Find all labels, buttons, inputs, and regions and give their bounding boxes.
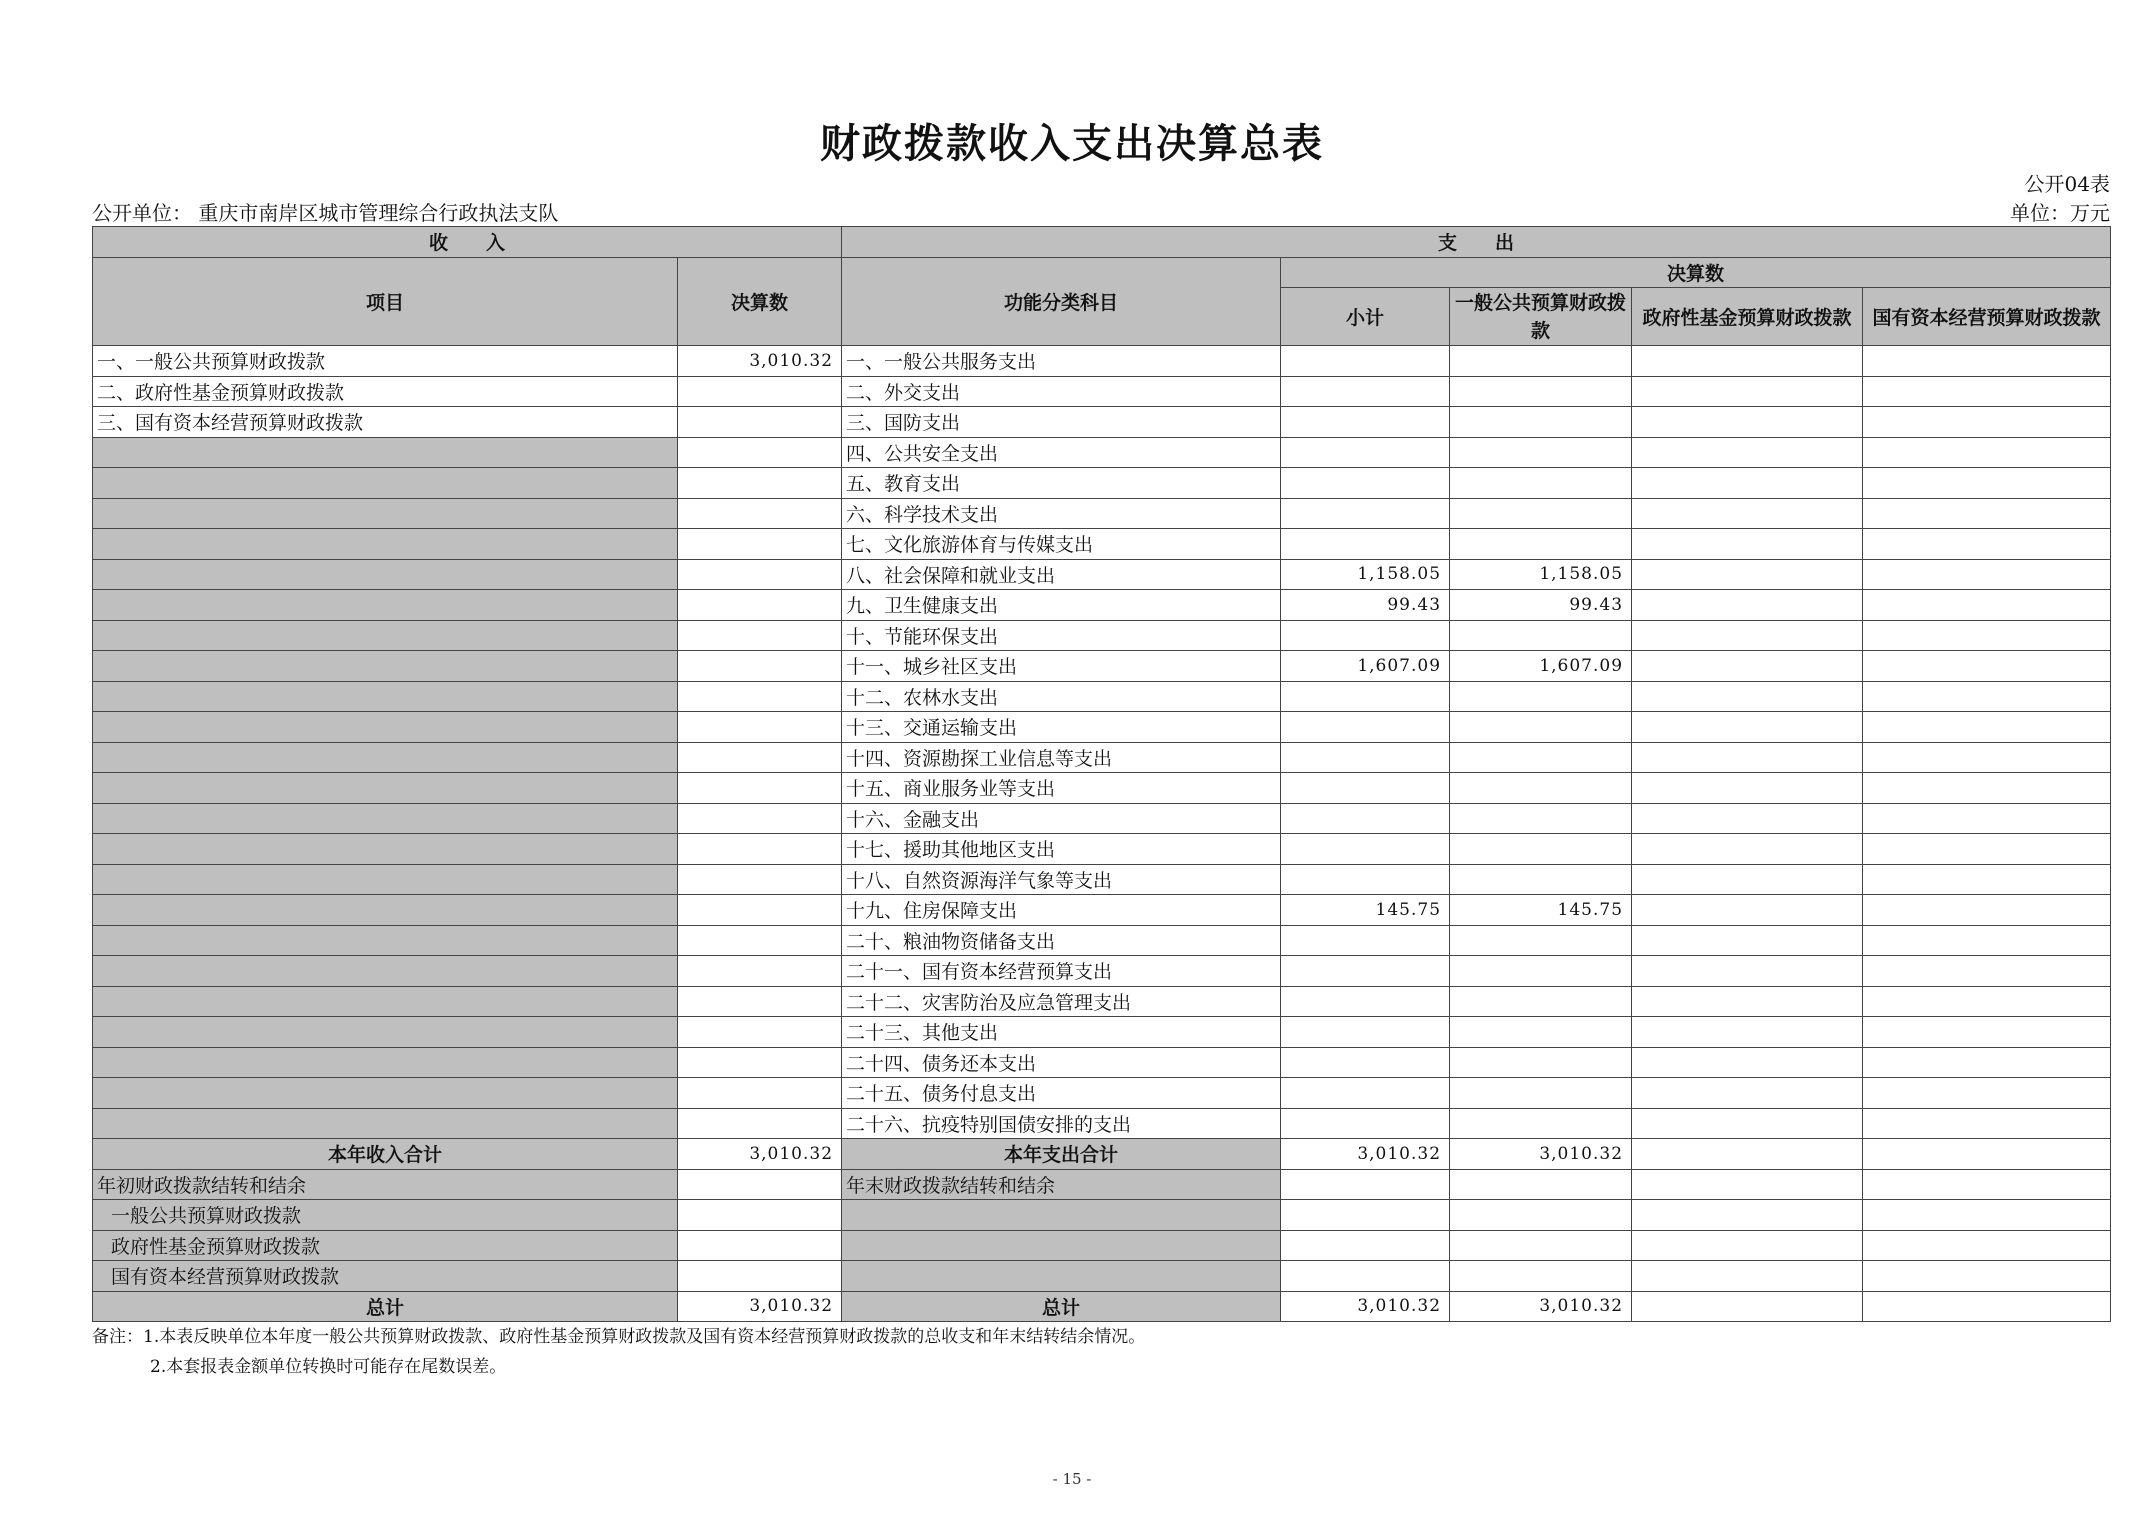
expense-state-capital	[1863, 1078, 2111, 1109]
expense-subtotal	[1281, 346, 1450, 377]
expense-state-capital	[1863, 1017, 2111, 1048]
func-header: 功能分类科目	[842, 257, 1281, 346]
expense-subtotal	[1281, 468, 1450, 499]
expense-state-capital	[1863, 437, 2111, 468]
carry-item-func	[842, 1230, 1281, 1261]
income-amount	[678, 742, 842, 773]
func-category: 十二、农林水支出	[842, 681, 1281, 712]
income-item	[93, 925, 678, 956]
expense-gov-fund	[1632, 620, 1863, 651]
income-amount	[678, 681, 842, 712]
income-item	[93, 986, 678, 1017]
subtotal-header: 小计	[1281, 288, 1450, 346]
carry-item-label: 国有资本经营预算财政拨款	[93, 1261, 678, 1292]
func-category: 二十五、债务付息支出	[842, 1078, 1281, 1109]
expense-subtotal: 99.43	[1281, 590, 1450, 621]
expense-state-capital	[1863, 986, 2111, 1017]
func-category: 九、卫生健康支出	[842, 590, 1281, 621]
notes	[92, 1322, 1145, 1382]
func-category: 十三、交通运输支出	[842, 712, 1281, 743]
expense-state-capital	[1863, 742, 2111, 773]
table-row	[93, 956, 2111, 987]
income-item	[93, 895, 678, 926]
income-item	[93, 1047, 678, 1078]
func-category: 二十四、债务还本支出	[842, 1047, 1281, 1078]
income-item	[93, 620, 678, 651]
expense-state-capital	[1863, 864, 2111, 895]
income-item	[93, 864, 678, 895]
income-amount	[678, 864, 842, 895]
expense-state-capital	[1863, 529, 2111, 560]
expense-gov-fund	[1632, 712, 1863, 743]
income-amount	[678, 803, 842, 834]
expense-state-capital	[1863, 834, 2111, 865]
expense-state-capital	[1863, 346, 2111, 377]
table-row	[93, 651, 2111, 682]
carry-item-func	[842, 1261, 1281, 1292]
carry-item-amount	[678, 1200, 842, 1231]
carry-end-gen	[1450, 1169, 1632, 1200]
page-title: 财政拨款收入支出决算总表	[820, 120, 1324, 167]
table-row	[93, 1078, 2111, 1109]
expense-subtotal	[1281, 864, 1450, 895]
income-amount	[678, 529, 842, 560]
expense-gov-fund	[1632, 529, 1863, 560]
expense-subtotal	[1281, 712, 1450, 743]
general-budget-header: 一般公共预算财政拨款	[1450, 288, 1632, 346]
income-amount	[678, 651, 842, 682]
year-expense-subtotal: 3,010.32	[1281, 1139, 1450, 1170]
carry-begin-label: 年初财政拨款结转和结余	[93, 1169, 678, 1200]
grand-expense-general: 3,010.32	[1450, 1291, 1632, 1322]
fiscal-summary-table	[92, 226, 2111, 1322]
expense-gov-fund	[1632, 590, 1863, 621]
expense-general	[1450, 468, 1632, 499]
expense-general: 1,607.09	[1450, 651, 1632, 682]
expense-subtotal	[1281, 986, 1450, 1017]
grand-expense-state-capital	[1863, 1291, 2111, 1322]
table-number: 公开04表	[2024, 172, 2110, 196]
expense-gov-fund	[1632, 1108, 1863, 1139]
expense-subtotal	[1281, 834, 1450, 865]
expense-gov-fund	[1632, 834, 1863, 865]
expense-gov-fund	[1632, 895, 1863, 926]
table-row	[93, 529, 2111, 560]
expense-gov-fund	[1632, 925, 1863, 956]
expense-gov-fund	[1632, 773, 1863, 804]
expense-general	[1450, 529, 1632, 560]
expense-state-capital	[1863, 681, 2111, 712]
expense-subtotal	[1281, 529, 1450, 560]
income-amount	[678, 376, 842, 407]
table-row	[93, 620, 2111, 651]
carry-item-amount	[678, 1261, 842, 1292]
func-category: 二十、粮油物资储备支出	[842, 925, 1281, 956]
income-item	[93, 651, 678, 682]
income-amount	[678, 437, 842, 468]
unit-info-row	[92, 197, 2110, 226]
expense-subtotal	[1281, 620, 1450, 651]
income-item	[93, 803, 678, 834]
expense-subtotal	[1281, 803, 1450, 834]
income-amount	[678, 1108, 842, 1139]
expense-state-capital	[1863, 773, 2111, 804]
expense-gov-fund	[1632, 681, 1863, 712]
c3	[1632, 1230, 1863, 1261]
expense-general	[1450, 956, 1632, 987]
expense-subtotal: 1,607.09	[1281, 651, 1450, 682]
income-amount	[678, 620, 842, 651]
item-header: 项目	[93, 257, 678, 346]
income-amount	[678, 1047, 842, 1078]
expense-state-capital	[1863, 895, 2111, 926]
table-row	[93, 376, 2111, 407]
func-category: 二十三、其他支出	[842, 1017, 1281, 1048]
table-row	[93, 437, 2111, 468]
grand-expense-label: 总计	[842, 1291, 1281, 1322]
income-amount	[678, 498, 842, 529]
income-amount	[678, 925, 842, 956]
func-category: 五、教育支出	[842, 468, 1281, 499]
func-category: 一、一般公共服务支出	[842, 346, 1281, 377]
expense-subtotal	[1281, 407, 1450, 438]
carry-end-fund	[1632, 1169, 1863, 1200]
expense-state-capital	[1863, 620, 2111, 651]
table-row	[93, 346, 2111, 377]
expense-gov-fund	[1632, 498, 1863, 529]
expense-subtotal	[1281, 1017, 1450, 1048]
income-item	[93, 956, 678, 987]
table-row	[93, 681, 2111, 712]
expense-general	[1450, 742, 1632, 773]
expense-general	[1450, 925, 1632, 956]
func-category: 十六、金融支出	[842, 803, 1281, 834]
expense-gov-fund	[1632, 437, 1863, 468]
expense-subtotal: 145.75	[1281, 895, 1450, 926]
expense-general	[1450, 986, 1632, 1017]
income-item: 三、国有资本经营预算财政拨款	[93, 407, 678, 438]
expense-general: 99.43	[1450, 590, 1632, 621]
table-body	[93, 346, 2111, 1322]
table-row	[93, 895, 2111, 926]
func-category: 三、国防支出	[842, 407, 1281, 438]
c4	[1863, 1230, 2111, 1261]
reporting-unit: 公开单位： 重庆市南岸区城市管理综合行政执法支队	[92, 201, 559, 225]
expense-general	[1450, 1047, 1632, 1078]
expense-general	[1450, 407, 1632, 438]
amount-header: 决算数	[678, 257, 842, 346]
table-row	[93, 712, 2111, 743]
expense-general: 145.75	[1450, 895, 1632, 926]
income-amount	[678, 834, 842, 865]
year-expense-state-capital	[1863, 1139, 2111, 1170]
income-item	[93, 1078, 678, 1109]
income-amount	[678, 986, 842, 1017]
note-1: 备注：1.本表反映单位本年度一般公共预算财政拨款、政府性基金预算财政拨款及国有资本经营预算财政拨款的总收支和年末结转结余情况。	[92, 1327, 1146, 1347]
income-amount	[678, 559, 842, 590]
expense-general	[1450, 376, 1632, 407]
expense-state-capital	[1863, 376, 2111, 407]
expense-subtotal	[1281, 437, 1450, 468]
income-amount	[678, 407, 842, 438]
expense-gov-fund	[1632, 986, 1863, 1017]
table-row	[93, 407, 2111, 438]
expense-subtotal	[1281, 956, 1450, 987]
expense-general	[1450, 346, 1632, 377]
expense-gov-fund	[1632, 651, 1863, 682]
page-number: - 15 -	[1052, 1470, 1092, 1488]
expense-general	[1450, 803, 1632, 834]
year-total-row	[93, 1139, 2111, 1170]
c1	[1281, 1200, 1450, 1231]
income-amount	[678, 590, 842, 621]
year-expense-gov-fund	[1632, 1139, 1863, 1170]
expense-subtotal	[1281, 498, 1450, 529]
expense-state-capital	[1863, 925, 2111, 956]
c3	[1632, 1200, 1863, 1231]
func-category: 八、社会保障和就业支出	[842, 559, 1281, 590]
carry-end-label: 年末财政拨款结转和结余	[842, 1169, 1281, 1200]
expense-general	[1450, 864, 1632, 895]
expense-subtotal: 1,158.05	[1281, 559, 1450, 590]
income-amount	[678, 956, 842, 987]
expense-gov-fund	[1632, 1017, 1863, 1048]
expense-general	[1450, 1108, 1632, 1139]
grand-total-row	[93, 1291, 2111, 1322]
table-row	[93, 590, 2111, 621]
table-row	[93, 773, 2111, 804]
func-category: 十八、自然资源海洋气象等支出	[842, 864, 1281, 895]
expense-state-capital	[1863, 803, 2111, 834]
expense-general	[1450, 1078, 1632, 1109]
income-item: 二、政府性基金预算财政拨款	[93, 376, 678, 407]
carry-item-row	[93, 1200, 2111, 1231]
income-item	[93, 742, 678, 773]
carry-item-row	[93, 1261, 2111, 1292]
c4	[1863, 1200, 2111, 1231]
expense-general	[1450, 712, 1632, 743]
expense-header: 支 出	[842, 227, 2111, 258]
expense-state-capital	[1863, 498, 2111, 529]
carry-item-label: 一般公共预算财政拨款	[93, 1200, 678, 1231]
func-category: 二十二、灾害防治及应急管理支出	[842, 986, 1281, 1017]
c2	[1450, 1261, 1632, 1292]
func-category: 二十一、国有资本经营预算支出	[842, 956, 1281, 987]
currency-unit: 单位：万元	[2010, 201, 2110, 225]
year-income-total: 3,010.32	[678, 1139, 842, 1170]
func-category: 二十六、抗疫特别国债安排的支出	[842, 1108, 1281, 1139]
income-item	[93, 1017, 678, 1048]
expense-state-capital	[1863, 651, 2111, 682]
func-category: 十一、城乡社区支出	[842, 651, 1281, 682]
expense-state-capital	[1863, 559, 2111, 590]
carry-item-label: 政府性基金预算财政拨款	[93, 1230, 678, 1261]
income-item	[93, 681, 678, 712]
carry-item-amount	[678, 1230, 842, 1261]
income-item: 一、一般公共预算财政拨款	[93, 346, 678, 377]
expense-gov-fund	[1632, 742, 1863, 773]
income-amount	[678, 1078, 842, 1109]
expense-state-capital	[1863, 1108, 2111, 1139]
income-header: 收 入	[93, 227, 842, 258]
func-category: 十、节能环保支出	[842, 620, 1281, 651]
income-amount: 3,010.32	[678, 346, 842, 377]
expense-state-capital	[1863, 468, 2111, 499]
expense-state-capital	[1863, 956, 2111, 987]
expense-subtotal	[1281, 773, 1450, 804]
grand-expense-gov-fund	[1632, 1291, 1863, 1322]
expense-general	[1450, 834, 1632, 865]
expense-state-capital	[1863, 712, 2111, 743]
func-category: 四、公共安全支出	[842, 437, 1281, 468]
income-item	[93, 773, 678, 804]
expense-gov-fund	[1632, 468, 1863, 499]
table-row	[93, 1017, 2111, 1048]
grand-expense-subtotal: 3,010.32	[1281, 1291, 1450, 1322]
expense-gov-fund	[1632, 1078, 1863, 1109]
expense-general	[1450, 498, 1632, 529]
expense-general	[1450, 681, 1632, 712]
c2	[1450, 1230, 1632, 1261]
c1	[1281, 1230, 1450, 1261]
table-row	[93, 803, 2111, 834]
table-row	[93, 498, 2111, 529]
table-row	[93, 864, 2111, 895]
func-category: 十五、商业服务业等支出	[842, 773, 1281, 804]
func-category: 七、文化旅游体育与传媒支出	[842, 529, 1281, 560]
expense-gov-fund	[1632, 803, 1863, 834]
expense-general	[1450, 773, 1632, 804]
expense-gov-fund	[1632, 864, 1863, 895]
income-item	[93, 559, 678, 590]
expense-subtotal	[1281, 742, 1450, 773]
income-amount	[678, 895, 842, 926]
income-item	[93, 834, 678, 865]
expense-subtotal	[1281, 376, 1450, 407]
expense-gov-fund	[1632, 407, 1863, 438]
table-row	[93, 1047, 2111, 1078]
carry-begin-amount	[678, 1169, 842, 1200]
func-category: 十九、住房保障支出	[842, 895, 1281, 926]
income-item	[93, 529, 678, 560]
expense-gov-fund	[1632, 1047, 1863, 1078]
table-row	[93, 986, 2111, 1017]
grand-income-total: 3,010.32	[678, 1291, 842, 1322]
gov-fund-header: 政府性基金预算财政拨款	[1632, 288, 1863, 346]
income-amount	[678, 773, 842, 804]
year-income-total-label: 本年收入合计	[93, 1139, 678, 1170]
income-item	[93, 1108, 678, 1139]
expense-state-capital	[1863, 1047, 2111, 1078]
income-item	[93, 590, 678, 621]
income-item	[93, 468, 678, 499]
expense-subtotal	[1281, 925, 1450, 956]
income-item	[93, 437, 678, 468]
note-2: 2.本套报表金额单位转换时可能存在尾数误差。	[150, 1357, 507, 1377]
expense-state-capital	[1863, 590, 2111, 621]
func-category: 二、外交支出	[842, 376, 1281, 407]
carry-row	[93, 1169, 2111, 1200]
expense-gov-fund	[1632, 956, 1863, 987]
expense-general: 1,158.05	[1450, 559, 1632, 590]
table-row	[93, 559, 2111, 590]
c1	[1281, 1261, 1450, 1292]
expense-gov-fund	[1632, 559, 1863, 590]
c4	[1863, 1261, 2111, 1292]
c3	[1632, 1261, 1863, 1292]
year-expense-total-label: 本年支出合计	[842, 1139, 1281, 1170]
income-amount	[678, 712, 842, 743]
income-item	[93, 712, 678, 743]
carry-end-sub	[1281, 1169, 1450, 1200]
expense-subtotal	[1281, 1078, 1450, 1109]
table-row	[93, 468, 2111, 499]
state-capital-header: 国有资本经营预算财政拨款	[1863, 288, 2111, 346]
income-item	[93, 498, 678, 529]
carry-item-row	[93, 1230, 2111, 1261]
expense-gov-fund	[1632, 346, 1863, 377]
expense-subtotal	[1281, 681, 1450, 712]
func-category: 十四、资源勘探工业信息等支出	[842, 742, 1281, 773]
income-amount	[678, 1017, 842, 1048]
table-row	[93, 834, 2111, 865]
func-category: 十七、援助其他地区支出	[842, 834, 1281, 865]
func-category: 六、科学技术支出	[842, 498, 1281, 529]
expense-general	[1450, 437, 1632, 468]
year-expense-general: 3,010.32	[1450, 1139, 1632, 1170]
expense-general	[1450, 1017, 1632, 1048]
expense-general	[1450, 620, 1632, 651]
table-row	[93, 925, 2111, 956]
expense-subtotal	[1281, 1108, 1450, 1139]
table-row	[93, 1108, 2111, 1139]
c2	[1450, 1200, 1632, 1231]
income-amount	[678, 468, 842, 499]
expense-gov-fund	[1632, 376, 1863, 407]
carry-end-cap	[1863, 1169, 2111, 1200]
table-row	[93, 742, 2111, 773]
carry-item-func	[842, 1200, 1281, 1231]
final-header: 决算数	[1281, 257, 2111, 288]
grand-income-label: 总计	[93, 1291, 678, 1322]
expense-subtotal	[1281, 1047, 1450, 1078]
expense-state-capital	[1863, 407, 2111, 438]
